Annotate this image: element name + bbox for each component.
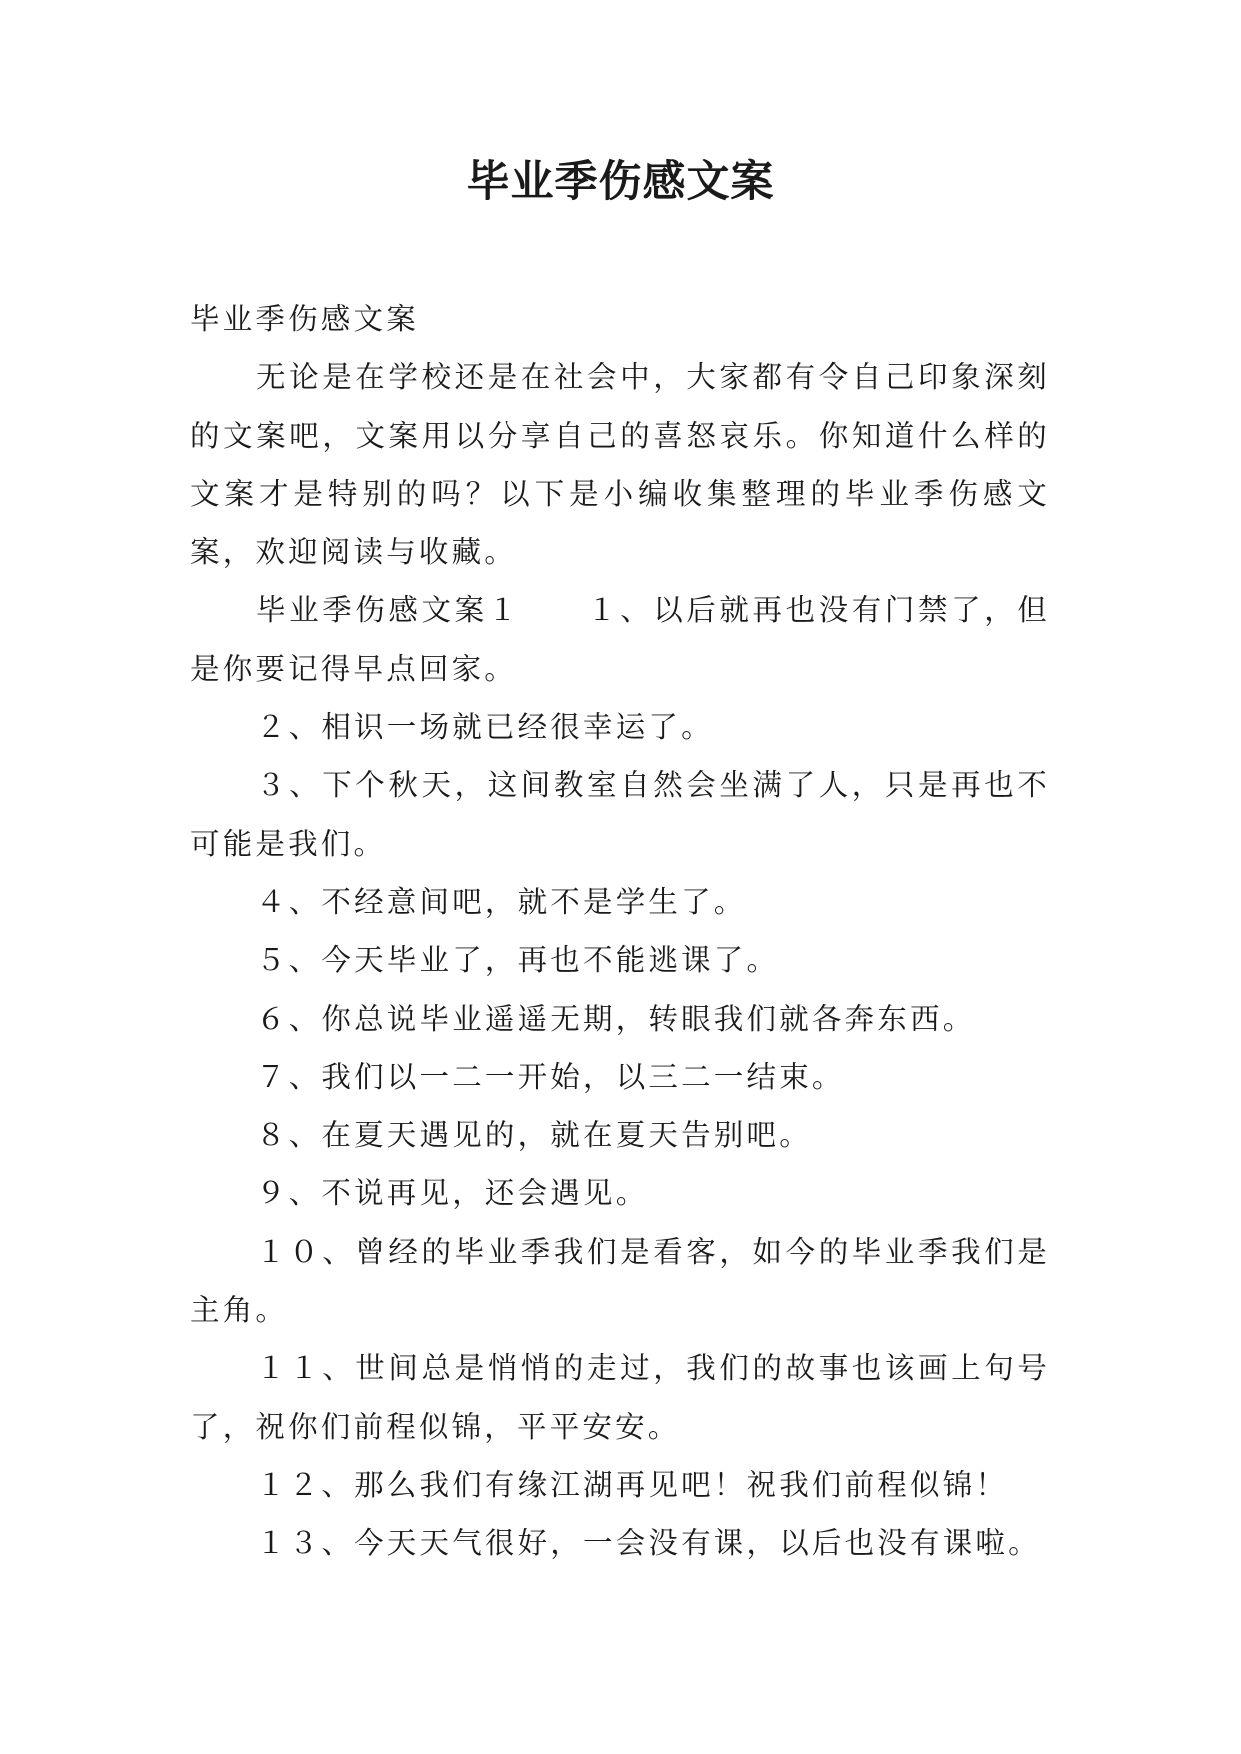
- paragraph-item-11: １１、世间总是悄悄的走过，我们的故事也该画上句号了，祝你们前程似锦，平平安安。: [190, 1351, 1050, 1444]
- paragraph-item-3: ３、下个秋天，这间教室自然会坐满了人，只是再也不可能是我们。: [190, 768, 1050, 861]
- paragraph-item-6: ６、你总说毕业遥遥无期，转眼我们就各奔东西。: [256, 1001, 976, 1036]
- paragraph-item-1: 毕业季伤感文案１ １、以后就再也没有门禁了，但是你要记得早点回家。: [190, 593, 1050, 686]
- paragraph-item-7: ７、我们以一二一开始，以三二一结束。: [256, 1059, 845, 1094]
- paragraph-item-10: １０、曾经的毕业季我们是看客，如今的毕业季我们是主角。: [190, 1234, 1050, 1328]
- paragraph-item-8: ８、在夏天遇见的，就在夏天告别吧。: [256, 1118, 812, 1153]
- document-body: [190, 290, 1050, 1573]
- intro-paragraph: 无论是在学校还是在社会中，大家都有令自己印象深刻的文案吧，文案用以分享自己的喜怒哀乐。你知道什么样的文案才是特别的吗？以下是小编收集整理的毕业季伤感文案，欢迎阅读与收藏。: [190, 360, 1050, 570]
- paragraph-item-4: ４、不经意间吧，就不是学生了。: [256, 884, 747, 919]
- paragraph-item-5: ５、今天毕业了，再也不能逃课了。: [256, 943, 780, 978]
- document-title: 毕业季伤感文案: [466, 157, 775, 207]
- document-subtitle: 毕业季伤感文案: [190, 302, 419, 336]
- paragraph-item-2: ２、相识一场就已经很幸运了。: [256, 710, 714, 745]
- paragraph-item-9: ９、不说再见，还会遇见。: [256, 1176, 649, 1211]
- paragraph-item-12: １２、那么我们有缘江湖再见吧！祝我们前程似锦！: [256, 1467, 1009, 1502]
- paragraph-item-13: １３、今天天气很好，一会没有课，以后也没有课啦。: [256, 1526, 1041, 1561]
